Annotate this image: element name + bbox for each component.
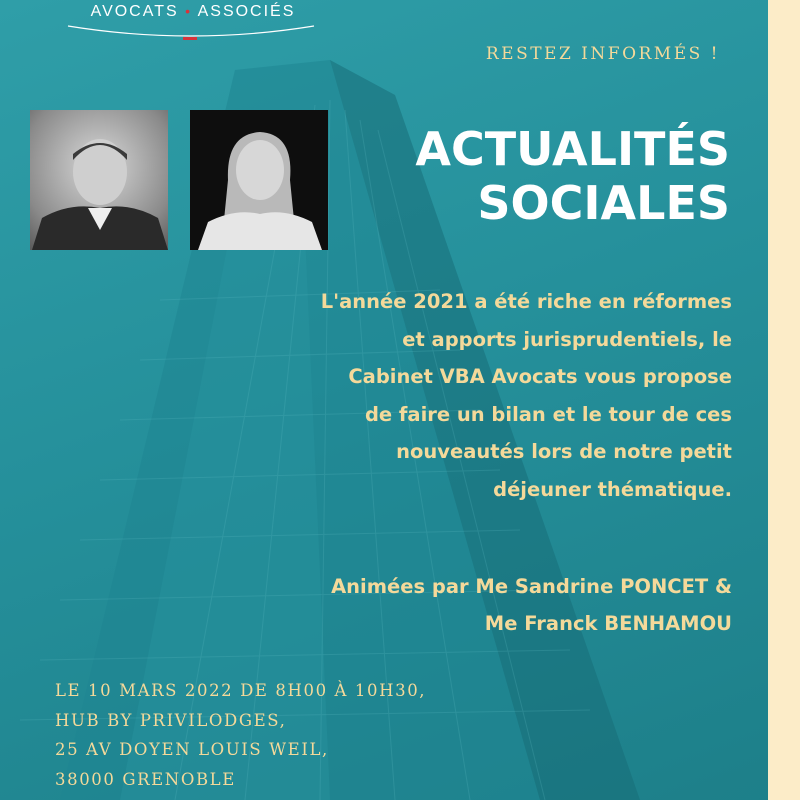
- title: [340, 122, 730, 230]
- portrait-man: [30, 110, 168, 250]
- portrait-woman: [190, 110, 328, 250]
- intro-line: nouveautés lors de notre petit: [396, 440, 732, 463]
- event-venue: HUB BY PRIVILODGES,: [55, 710, 287, 730]
- logo: [88, 3, 298, 21]
- logo-left-word: AVOCATS: [90, 3, 179, 20]
- event-city: 38000 GRENOBLE: [55, 769, 236, 789]
- event-date-time: LE 10 MARS 2022 DE 8H00 À 10H30,: [55, 681, 427, 700]
- speakers: [150, 568, 732, 642]
- intro-line: Cabinet VBA Avocats vous propose: [348, 365, 732, 388]
- title-line-1: ACTUALITÉS: [415, 122, 730, 176]
- kicker: RESTEZ INFORMÉS !: [485, 44, 720, 64]
- logo-right-word: ASSOCIÉS: [197, 3, 296, 20]
- intro-text: [150, 283, 732, 508]
- intro-line: et apports jurisprudentiels, le: [402, 327, 732, 351]
- event-address: 25 AV DOYEN LOUIS WEIL,: [55, 740, 329, 759]
- title-line-2: SOCIALES: [477, 176, 730, 230]
- speakers-line-2: Me Franck BENHAMOU: [484, 612, 732, 635]
- intro-line: L'année 2021 a été riche en réformes: [320, 290, 732, 313]
- intro-line: de faire un bilan et le tour de ces: [364, 402, 732, 426]
- logo-separator: •: [185, 3, 193, 19]
- logo-underline: [66, 24, 316, 44]
- event-details: [55, 676, 535, 794]
- side-band: [768, 0, 800, 800]
- speakers-line-1: Animées par Me Sandrine PONCET &: [331, 575, 732, 598]
- intro-line: déjeuner thématique.: [493, 477, 732, 501]
